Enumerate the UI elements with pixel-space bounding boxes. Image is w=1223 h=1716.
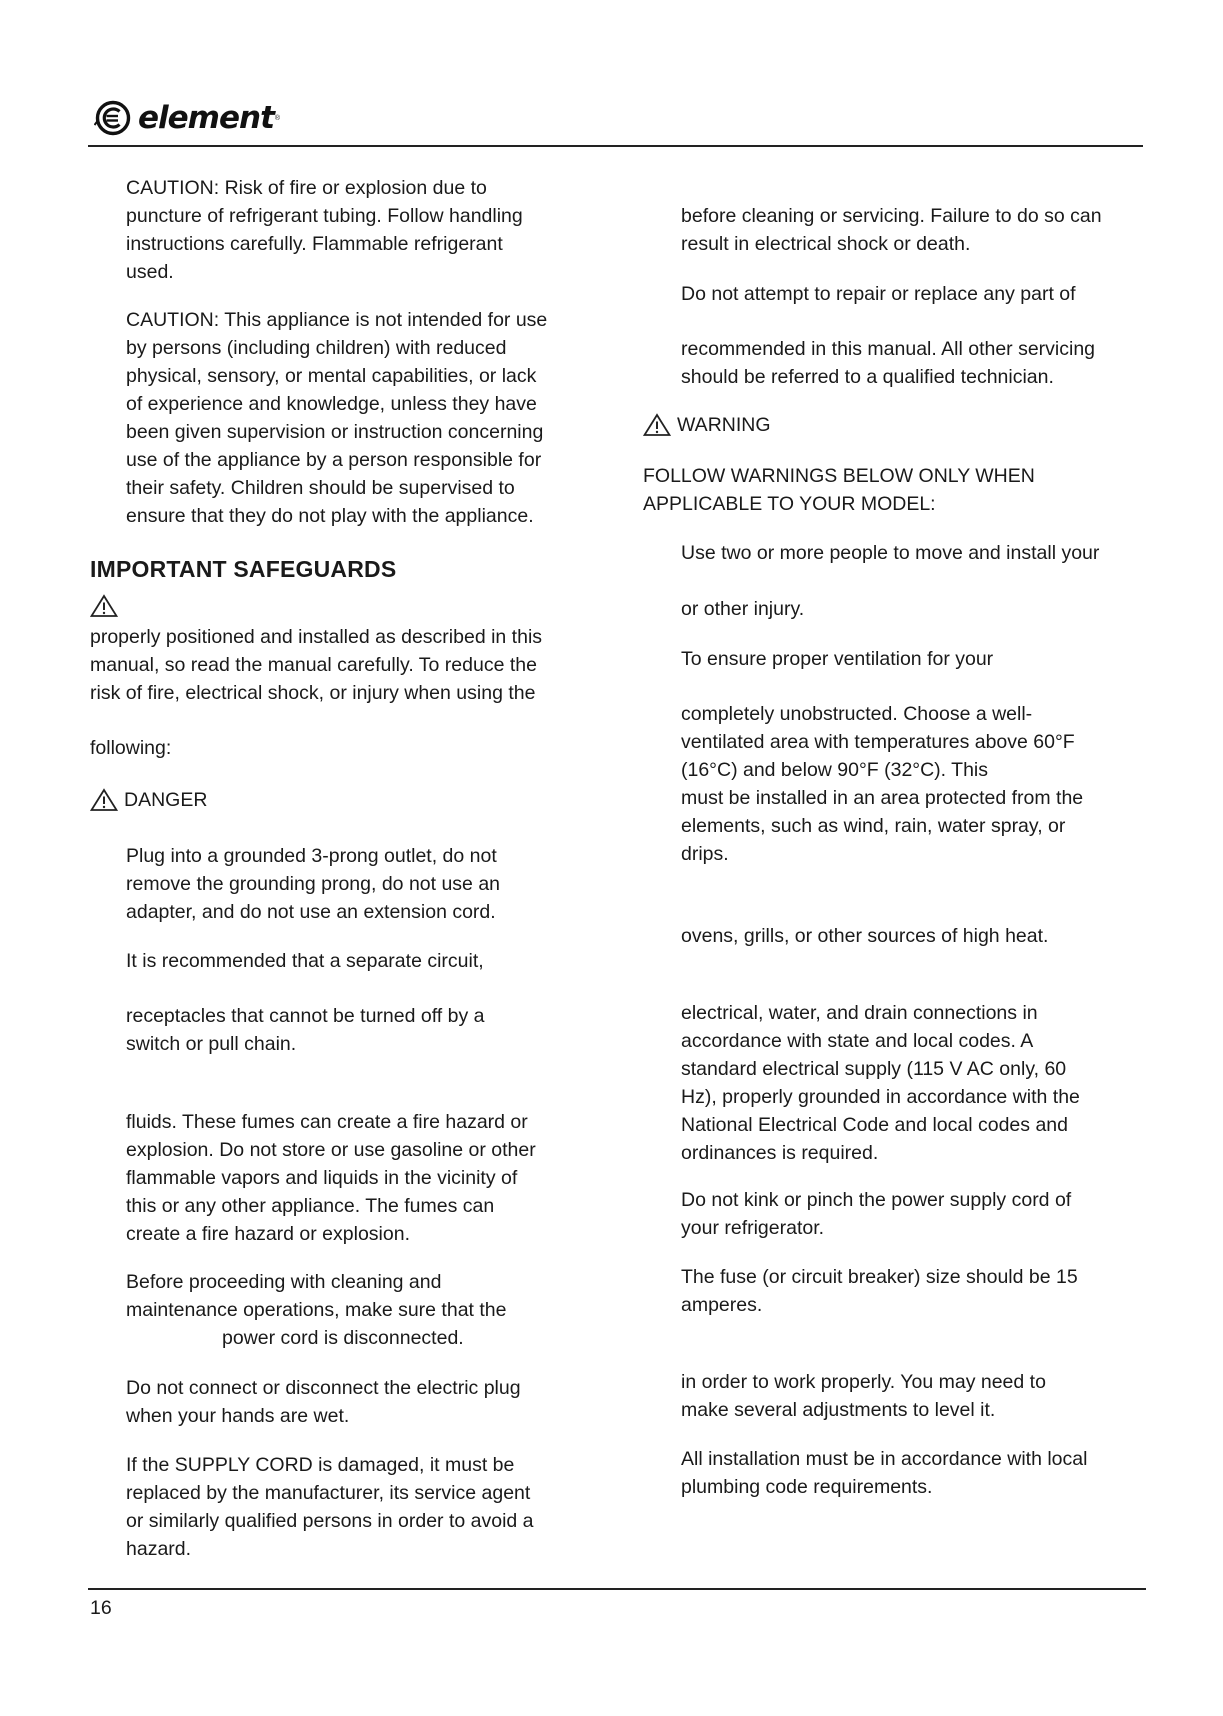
text-line: of experience and knowledge, unless they have xyxy=(126,393,537,415)
text-line: flammable vapors and liquids in the vicinity of xyxy=(126,1167,518,1189)
receptacles-paragraph xyxy=(126,1002,484,1058)
text-line: It is recommended that a separate circuit, xyxy=(126,950,484,972)
text-line: ventilated area with temperatures above 60°F xyxy=(681,731,1075,753)
text-line: physical, sensory, or mental capabilities, or lack xyxy=(126,365,537,387)
text-line: Do not kink or pinch the power supply cord of xyxy=(681,1189,1072,1211)
danger-label-text: DANGER xyxy=(124,788,208,811)
text-line: been given supervision or instruction concerning xyxy=(126,421,544,443)
text-line: manual, so read the manual carefully. To reduce the xyxy=(90,654,537,676)
text-line: completely unobstructed. Choose a well- xyxy=(681,703,1033,725)
text-line: puncture of refrigerant tubing. Follow handling xyxy=(126,205,523,227)
text-line: APPLICABLE TO YOUR MODEL: xyxy=(643,493,936,515)
text-line: instructions carefully. Flammable refrigerant xyxy=(126,233,503,255)
text-line: maintenance operations, make sure that the xyxy=(126,1299,507,1321)
text-line: their safety. Children should be supervised to xyxy=(126,477,515,499)
text-line: (16°C) and below 90°F (32°C). This xyxy=(681,759,988,781)
text-line: before cleaning or servicing. Failure to do so can xyxy=(681,205,1102,227)
brand-logo-trademark: ® xyxy=(274,114,281,122)
electrical-paragraph xyxy=(681,999,1080,1167)
text-line: make several adjustments to level it. xyxy=(681,1399,996,1421)
warning-triangle-icon xyxy=(90,788,118,812)
ovens-paragraph xyxy=(681,922,1048,950)
text-line: To ensure proper ventilation for your xyxy=(681,648,994,670)
ventilation-paragraph xyxy=(681,645,993,673)
text-line: Use two or more people to move and install your xyxy=(681,542,1100,564)
warning-triangle-icon xyxy=(90,594,118,618)
element-logo-icon xyxy=(94,99,132,137)
following-text xyxy=(90,734,171,762)
caution-fire-paragraph xyxy=(126,174,523,286)
text-line: create a fire hazard or explosion. xyxy=(126,1223,410,1245)
caution-persons-paragraph xyxy=(126,306,547,530)
text-line: by persons (including children) with reduced xyxy=(126,337,507,359)
two-people-paragraph xyxy=(681,539,1099,567)
plumbing-paragraph xyxy=(681,1445,1087,1501)
circuit-paragraph xyxy=(126,947,484,975)
text-line: amperes. xyxy=(681,1294,763,1316)
text-line: used. xyxy=(126,261,174,283)
text-line: CAUTION: Risk of fire or explosion due to xyxy=(126,177,487,199)
unobstructed-paragraph xyxy=(681,700,1083,868)
text-line: accordance with state and local codes. A xyxy=(681,1030,1034,1052)
text-line: replaced by the manufacturer, its service agent xyxy=(126,1482,531,1504)
footer-rule xyxy=(88,1588,1146,1590)
text-line: National Electrical Code and local codes and xyxy=(681,1114,1068,1136)
text-line: Plug into a grounded 3-prong outlet, do not xyxy=(126,845,497,867)
brand-logo-text: element xyxy=(138,100,274,136)
plug-paragraph xyxy=(126,842,500,926)
text-line: receptacles that cannot be turned off by a xyxy=(126,1005,485,1027)
warning-triangle-icon xyxy=(643,413,671,437)
text-line: explosion. Do not store or use gasoline or other xyxy=(126,1139,536,1161)
injury-paragraph xyxy=(681,595,804,623)
fluids-paragraph xyxy=(126,1108,536,1248)
before-maintenance-paragraph xyxy=(126,1268,506,1352)
fuse-paragraph xyxy=(681,1263,1078,1319)
section-heading: IMPORTANT SAFEGUARDS xyxy=(90,556,397,582)
supply-cord-paragraph xyxy=(126,1451,534,1563)
text-line: CAUTION: This appliance is not intended for use xyxy=(126,309,548,331)
warning-label-text: WARNING xyxy=(677,413,771,436)
text-line: recommended in this manual. All other servicing xyxy=(681,338,1096,360)
danger-label xyxy=(90,788,207,812)
text-line: use of the appliance by a person responsible for xyxy=(126,449,542,471)
text-line: result in electrical shock or death. xyxy=(681,233,971,255)
kink-paragraph xyxy=(681,1186,1071,1242)
text-line: adapter, and do not use an extension cord. xyxy=(126,901,496,923)
text-line: ensure that they do not play with the appliance. xyxy=(126,505,534,527)
text-line: ovens, grills, or other sources of high heat. xyxy=(681,925,1049,947)
text-line: following: xyxy=(90,737,172,759)
text-line: your refrigerator. xyxy=(681,1217,825,1239)
text-line: Hz), properly grounded in accordance with the xyxy=(681,1086,1080,1108)
text-line: in order to work properly. You may need to xyxy=(681,1371,1046,1393)
level-paragraph xyxy=(681,1368,1046,1424)
warning-label xyxy=(643,413,771,437)
brand-logo xyxy=(94,96,280,140)
text-line: or similarly qualified persons in order to avoid a xyxy=(126,1510,534,1532)
page-number: 16 xyxy=(90,1597,112,1619)
follow-warnings-heading xyxy=(643,462,1035,518)
text-line: power cord is disconnected. xyxy=(222,1327,464,1349)
text-line: If the SUPPLY CORD is damaged, it must be xyxy=(126,1454,515,1476)
text-line: FOLLOW WARNINGS BELOW ONLY WHEN xyxy=(643,465,1035,487)
safeguards-intro-paragraph xyxy=(90,623,542,707)
wet-hands-paragraph xyxy=(126,1374,521,1430)
text-line: hazard. xyxy=(126,1538,192,1560)
text-line: risk of fire, electrical shock, or injury when using the xyxy=(90,682,536,704)
text-line: must be installed in an area protected from the xyxy=(681,787,1084,809)
text-line: properly positioned and installed as described in this xyxy=(90,626,543,648)
text-line: remove the grounding prong, do not use an xyxy=(126,873,501,895)
text-line: ordinances is required. xyxy=(681,1142,879,1164)
text-line: when your hands are wet. xyxy=(126,1405,350,1427)
header-rule xyxy=(88,145,1143,147)
before-cleaning-paragraph xyxy=(681,202,1102,258)
text-line: All installation must be in accordance with local xyxy=(681,1448,1088,1470)
text-line: elements, such as wind, rain, water spray, or xyxy=(681,815,1066,837)
repair-paragraph xyxy=(681,280,1076,308)
text-line: The fuse (or circuit breaker) size should be 15 xyxy=(681,1266,1078,1288)
text-line: or other injury. xyxy=(681,598,805,620)
text-line: this or any other appliance. The fumes can xyxy=(126,1195,495,1217)
text-line: Before proceeding with cleaning and xyxy=(126,1271,442,1293)
text-line: plumbing code requirements. xyxy=(681,1476,933,1498)
recommended-paragraph xyxy=(681,335,1095,391)
text-line: electrical, water, and drain connections in xyxy=(681,1002,1038,1024)
text-line: Do not attempt to repair or replace any part of xyxy=(681,283,1076,305)
text-line: fluids. These fumes can create a fire hazard or xyxy=(126,1111,528,1133)
text-line: switch or pull chain. xyxy=(126,1033,297,1055)
text-line: standard electrical supply (115 V AC only, 60 xyxy=(681,1058,1067,1080)
text-line: drips. xyxy=(681,843,729,865)
text-line: Do not connect or disconnect the electric plug xyxy=(126,1377,521,1399)
text-line: should be referred to a qualified technician. xyxy=(681,366,1054,388)
